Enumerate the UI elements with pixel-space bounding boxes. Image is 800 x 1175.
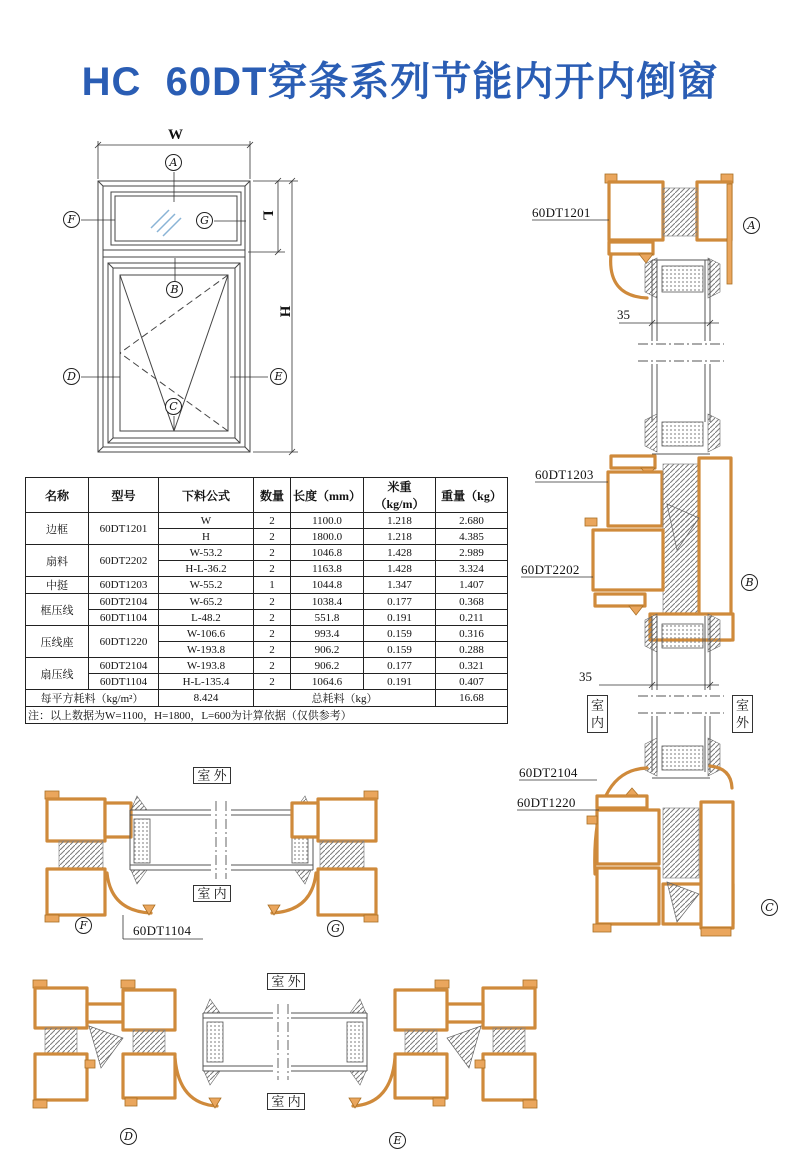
glass-unit-de [203,999,367,1085]
table-cell: 8.424 [159,690,254,707]
table-cell: 扇料 [26,545,89,577]
label-60dt2202: 60DT2202 [521,562,580,577]
page-title: HC 60DT穿条系列节能内开内倒窗 [81,60,719,104]
table-cell: 60DT1201 [89,513,159,545]
profile-bottom-frame [587,766,733,936]
col-header-formula: 下料公式 [159,478,254,513]
table-row [26,513,508,529]
glass-hatch [151,210,181,236]
vertical-section-drawing [505,168,797,963]
marker-g-section: G [327,920,344,937]
table-cell: 中挺 [26,577,89,594]
col-header-name: 名称 [26,478,89,513]
table-cell: W-193.8 [159,642,254,658]
table-cell: W-65.2 [159,594,254,610]
table-cell: 每平方耗料（kg/m²） [26,690,159,707]
dim-w-label: W [168,127,183,143]
profile-d-assembly [33,980,221,1108]
table-row [26,545,508,561]
label-60dt1201: 60DT1201 [532,205,591,220]
table-cell: 2 [254,674,291,690]
table-cell: 0.159 [364,626,436,642]
col-header-qty: 数量 [254,478,291,513]
table-cell: 1.218 [364,513,436,529]
table-cell: 906.2 [291,658,364,674]
table-cell: 2 [254,610,291,626]
col-header-model: 型号 [89,478,159,513]
glass-unit-upper [638,258,724,454]
table-cell: 2.989 [436,545,508,561]
marker-b: B [166,281,183,298]
table-row [26,690,508,707]
table-cell: 1100.0 [291,513,364,529]
section-fg-drawing [25,765,445,957]
table-row [26,658,508,674]
table-cell: H [159,529,254,545]
fixed-pane [111,192,241,245]
marker-g: G [196,212,213,229]
table-cell: 60DT2104 [89,658,159,674]
table-cell: 60DT1104 [89,674,159,690]
materials-table [25,477,508,724]
table-cell: W-53.2 [159,545,254,561]
table-cell: 0.177 [364,594,436,610]
table-cell: 1046.8 [291,545,364,561]
label-60dt1104: 60DT1104 [133,923,192,938]
profile-transom [585,456,733,640]
room-inside-box-fg: 室 内 [193,885,231,902]
table-cell: 0.321 [436,658,508,674]
table-cell: 60DT1203 [89,577,159,594]
table-row [26,577,508,594]
marker-a: A [165,154,182,171]
table-cell: 1044.8 [291,577,364,594]
glass-dimension-upper [619,320,719,326]
table-cell: W [159,513,254,529]
table-cell: 551.8 [291,610,364,626]
col-header-length: 长度（mm） [291,478,364,513]
section-de-graphics [25,960,565,1170]
table-cell: 16.68 [436,690,508,707]
marker-e-section: E [389,1132,406,1149]
table-cell: 2 [254,529,291,545]
table-cell: 60DT2202 [89,545,159,577]
marker-a-section: A [743,217,760,234]
room-outside-box-fg: 室 外 [193,767,231,784]
table-cell: 60DT1220 [89,626,159,658]
table-cell: 1800.0 [291,529,364,545]
marker-f: F [63,211,80,228]
room-inside-box-de: 室 内 [267,1093,305,1110]
table-cell: W-55.2 [159,577,254,594]
table-cell: 1163.8 [291,561,364,577]
table-cell: 2 [254,594,291,610]
dim-h-label: H [276,305,293,318]
table-cell: 2 [254,626,291,642]
label-60dt2104: 60DT2104 [519,765,578,780]
table-cell: 1.407 [436,577,508,594]
marker-d-section: D [120,1128,137,1145]
table-cell: 2 [254,545,291,561]
marker-c: C [165,398,182,415]
profile-g-jamb [268,791,378,922]
table-cell: 0.368 [436,594,508,610]
table-cell: 1.428 [364,545,436,561]
table-cell: 1064.6 [291,674,364,690]
materials-table-body [26,513,508,724]
glass-unit-fg [130,796,313,884]
label-60dt1203: 60DT1203 [535,467,594,482]
table-cell: 3.324 [436,561,508,577]
profile-e-assembly [349,980,537,1108]
table-cell: H-L-36.2 [159,561,254,577]
dim-35-upper: 35 [617,307,630,322]
label-60dt1220: 60DT1220 [517,795,576,810]
elevation-graphics [55,125,305,475]
table-cell: 60DT1104 [89,610,159,626]
table-cell: 扇压线 [26,658,89,690]
col-header-unit-weight: 米重（kg/m） [364,478,436,513]
table-cell: L-48.2 [159,610,254,626]
marker-c-section: C [761,899,778,916]
table-cell: 1.428 [364,561,436,577]
table-cell: 2 [254,513,291,529]
table-cell: 注：以上数据为W=1100，H=1800，L=600为计算依据（仅供参考） [26,707,508,724]
table-header-row [26,478,508,513]
table-row [26,594,508,610]
section-de-drawing [25,960,565,1170]
table-cell: 0.288 [436,642,508,658]
table-cell: 1.347 [364,577,436,594]
dim-l-label: L [259,210,276,221]
table-cell: W-193.8 [159,658,254,674]
table-cell: 993.4 [291,626,364,642]
table-cell: 0.191 [364,674,436,690]
marker-d: D [63,368,80,385]
glass-unit-lower [638,614,724,778]
table-cell: 0.191 [364,610,436,626]
table-cell: 906.2 [291,642,364,658]
table-cell: 压线座 [26,626,89,658]
table-cell: 总耗料（kg） [254,690,436,707]
room-outside-box: 室外 [732,695,753,733]
table-cell: 边框 [26,513,89,545]
table-cell: 1 [254,577,291,594]
dim-35-lower: 35 [579,669,592,684]
marker-e: E [270,368,287,385]
elevation-drawing [55,125,305,475]
table-cell: 2 [254,561,291,577]
marker-f-section: F [75,917,92,934]
marker-b-section: B [741,574,758,591]
table-row [26,626,508,642]
table-cell: 0.407 [436,674,508,690]
table-cell: 0.211 [436,610,508,626]
table-cell: 1.218 [364,529,436,545]
col-header-weight: 重量（kg） [436,478,508,513]
table-row [26,610,508,626]
table-cell: W-106.6 [159,626,254,642]
table-cell: 60DT2104 [89,594,159,610]
table-cell: 框压线 [26,594,89,626]
room-inside-box: 室内 [587,695,608,733]
table-cell: 0.177 [364,658,436,674]
table-cell: 0.316 [436,626,508,642]
table-cell: 2 [254,658,291,674]
table-cell: H-L-135.4 [159,674,254,690]
table-row [26,707,508,724]
table-cell: 1038.4 [291,594,364,610]
table-cell: 0.159 [364,642,436,658]
room-outside-box-de: 室 外 [267,973,305,990]
table-row [26,674,508,690]
table-cell: 2 [254,642,291,658]
glass-dimension-lower [599,682,719,688]
table-cell: 2.680 [436,513,508,529]
table-cell: 4.385 [436,529,508,545]
